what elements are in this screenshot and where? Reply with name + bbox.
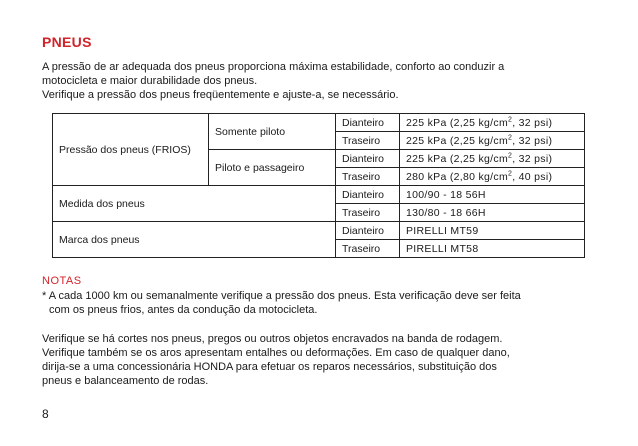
intro-paragraph xyxy=(42,60,598,102)
front-label: Dianteiro xyxy=(336,150,400,168)
note-line: Verifique também se os aros apresentam entalhes ou deformações. Em caso de qualquer dano, xyxy=(42,347,510,359)
front-label: Dianteiro xyxy=(336,114,400,132)
front-label: Dianteiro xyxy=(336,222,400,240)
note-line: com os pneus frios, antes da condução da motocicleta. xyxy=(49,304,318,316)
pressure-value: 225 kPa (2,25 $kg/cm^2$, 32 psi) xyxy=(400,114,585,132)
rear-label: Traseiro xyxy=(336,132,400,150)
tire-brand-value: PIRELLI MT58 xyxy=(400,240,585,258)
rider-passenger-label: Piloto e passageiro xyxy=(209,150,336,186)
solo-rider-label: Somente piloto xyxy=(209,114,336,150)
pressure-value: 225 kPa (2,25 $kg/cm^2$, 32 psi) xyxy=(400,150,585,168)
note-line: pneus e balanceamento de rodas. xyxy=(42,375,209,387)
rear-label: Traseiro xyxy=(336,240,400,258)
note-line: dirija-se a uma concessionária HONDA para efetuar os reparos necessários, substituição dos xyxy=(42,361,497,373)
pressure-value: 225 kPa (2,25 $kg/cm^2$, 32 psi) xyxy=(400,132,585,150)
intro-line: A pressão de ar adequada dos pneus proporciona máxima estabilidade, conforto ao conduzir a xyxy=(42,61,505,73)
notes-title: NOTAS xyxy=(42,275,82,287)
page-number: 8 xyxy=(42,407,49,421)
pressure-value: 280 kPa (2,80 $kg/cm^2$, 40 psi) xyxy=(400,168,585,186)
tire-brand-label: Marca dos pneus xyxy=(53,222,336,258)
tire-brand-value: PIRELLI MT59 xyxy=(400,222,585,240)
tire-size-value: 130/80 - 18 66H xyxy=(400,204,585,222)
front-label: Dianteiro xyxy=(336,186,400,204)
intro-line: Verifique a pressão dos pneus freqüentemente e ajuste-a, se necessário. xyxy=(42,89,399,101)
inspection-paragraph xyxy=(42,332,598,388)
note-paragraph xyxy=(42,289,598,317)
section-title: PNEUS xyxy=(42,34,92,50)
tire-spec-table xyxy=(52,113,585,258)
rear-label: Traseiro xyxy=(336,168,400,186)
note-line: Verifique se há cortes nos pneus, pregos ou outros objetos encravados na banda de rodagem. xyxy=(42,333,503,345)
rear-label: Traseiro xyxy=(336,204,400,222)
tire-size-value: 100/90 - 18 56H xyxy=(400,186,585,204)
note-line: * A cada 1000 km ou semanalmente verifique a pressão dos pneus. Esta verificação deve ser feita xyxy=(42,290,521,302)
pressure-label: Pressão dos pneus (FRIOS) xyxy=(53,114,209,186)
intro-line: motocicleta e maior durabilidade dos pneus. xyxy=(42,75,258,87)
tire-size-label: Medida dos pneus xyxy=(53,186,336,222)
